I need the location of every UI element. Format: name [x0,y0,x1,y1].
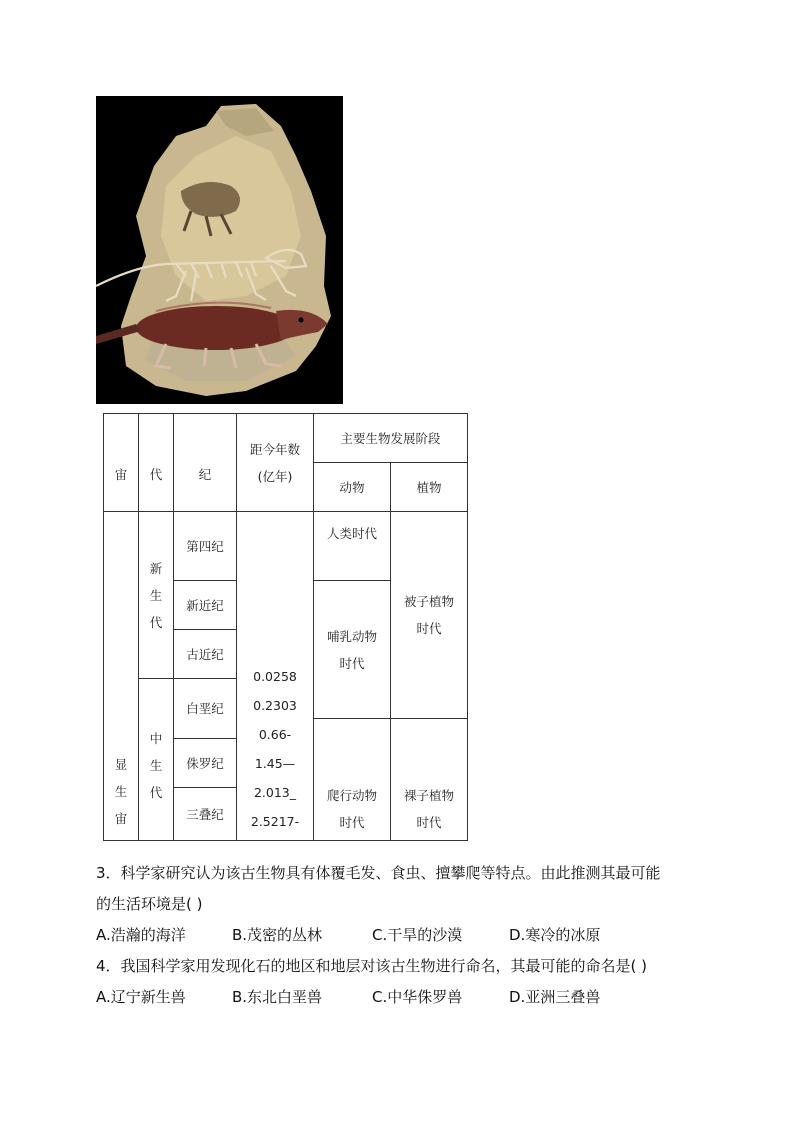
year-value: 0.2303 [253,698,297,713]
period-neogene: 新近纪 [174,581,237,630]
years-cell [237,512,314,841]
question-3-line2: 的生活环境是( ) [96,895,203,913]
era-mesozoic-label: 中生代 [149,731,163,800]
era-mesozoic-cell [139,679,174,841]
plant-stage-angiosperm-text: 被子植物时代 [403,594,454,636]
q4-option-d[interactable]: D.亚洲三叠兽 [509,988,601,1006]
plant-stage-gymnosperm [391,719,468,841]
q3-option-a[interactable]: A.浩瀚的海洋 [96,926,186,944]
year-value: 2.5217- [250,814,300,829]
year-value: 2.013_ [253,785,297,800]
fossil-photo [96,96,343,404]
period-jurassic: 侏罗纪 [174,739,237,788]
period-quaternary: 第四纪 [174,512,237,581]
q4-option-b[interactable]: B.东北白垩兽 [232,988,323,1006]
header-years-text: 距今年数(亿年) [249,441,300,484]
year-value: 0.66- [258,727,292,742]
q3-option-b[interactable]: B.茂密的丛林 [232,926,323,944]
header-era: 代 [139,414,174,512]
q4-option-c[interactable]: C.中华侏罗兽 [372,988,463,1006]
q4-option-a[interactable]: A.辽宁新生兽 [96,988,186,1006]
period-triassic: 三叠纪 [174,788,237,841]
header-stage: 主要生物发展阶段 [314,414,468,463]
era-cenozoic-cell [139,512,174,679]
header-plant: 植物 [391,463,468,512]
header-animal: 动物 [314,463,391,512]
q3-option-c[interactable]: C.干旱的沙漠 [372,926,463,944]
animal-stage-mammal [314,581,391,719]
era-cenozoic-label: 新生代 [149,560,163,630]
header-years [237,414,314,512]
q3-option-d[interactable]: D.寒冷的冰原 [509,926,601,944]
header-eon: 宙 [104,414,139,512]
question-4-line1: 4．我国科学家用发现化石的地区和地层对该古生物进行命名，其最可能的命名是( ) [96,957,648,975]
plant-stage-gymnosperm-text: 裸子植物时代 [403,788,454,830]
eon-cell [104,512,139,841]
eon-label: 显生宙 [114,757,128,826]
fossil-and-mammal-reconstruction-icon [96,96,343,404]
animal-stage-mammal-text: 哺乳动物时代 [326,628,377,671]
geologic-time-table [103,413,468,841]
period-cretaceous: 白垩纪 [174,679,237,739]
year-value: 0.0258 [253,669,297,684]
period-paleogene: 古近纪 [174,630,237,679]
question-3-line1: 3．科学家研究认为该古生物具有体覆毛发、食虫、擅攀爬等特点。由此推测其最可能 [96,864,661,882]
plant-stage-angiosperm [391,512,468,719]
animal-stage-human: 人类时代 [314,512,391,581]
animal-stage-reptile [314,719,391,841]
year-value: 1.45— [254,756,296,771]
animal-stage-reptile-text: 爬行动物时代 [326,788,377,830]
header-period: 纪 [174,414,237,512]
